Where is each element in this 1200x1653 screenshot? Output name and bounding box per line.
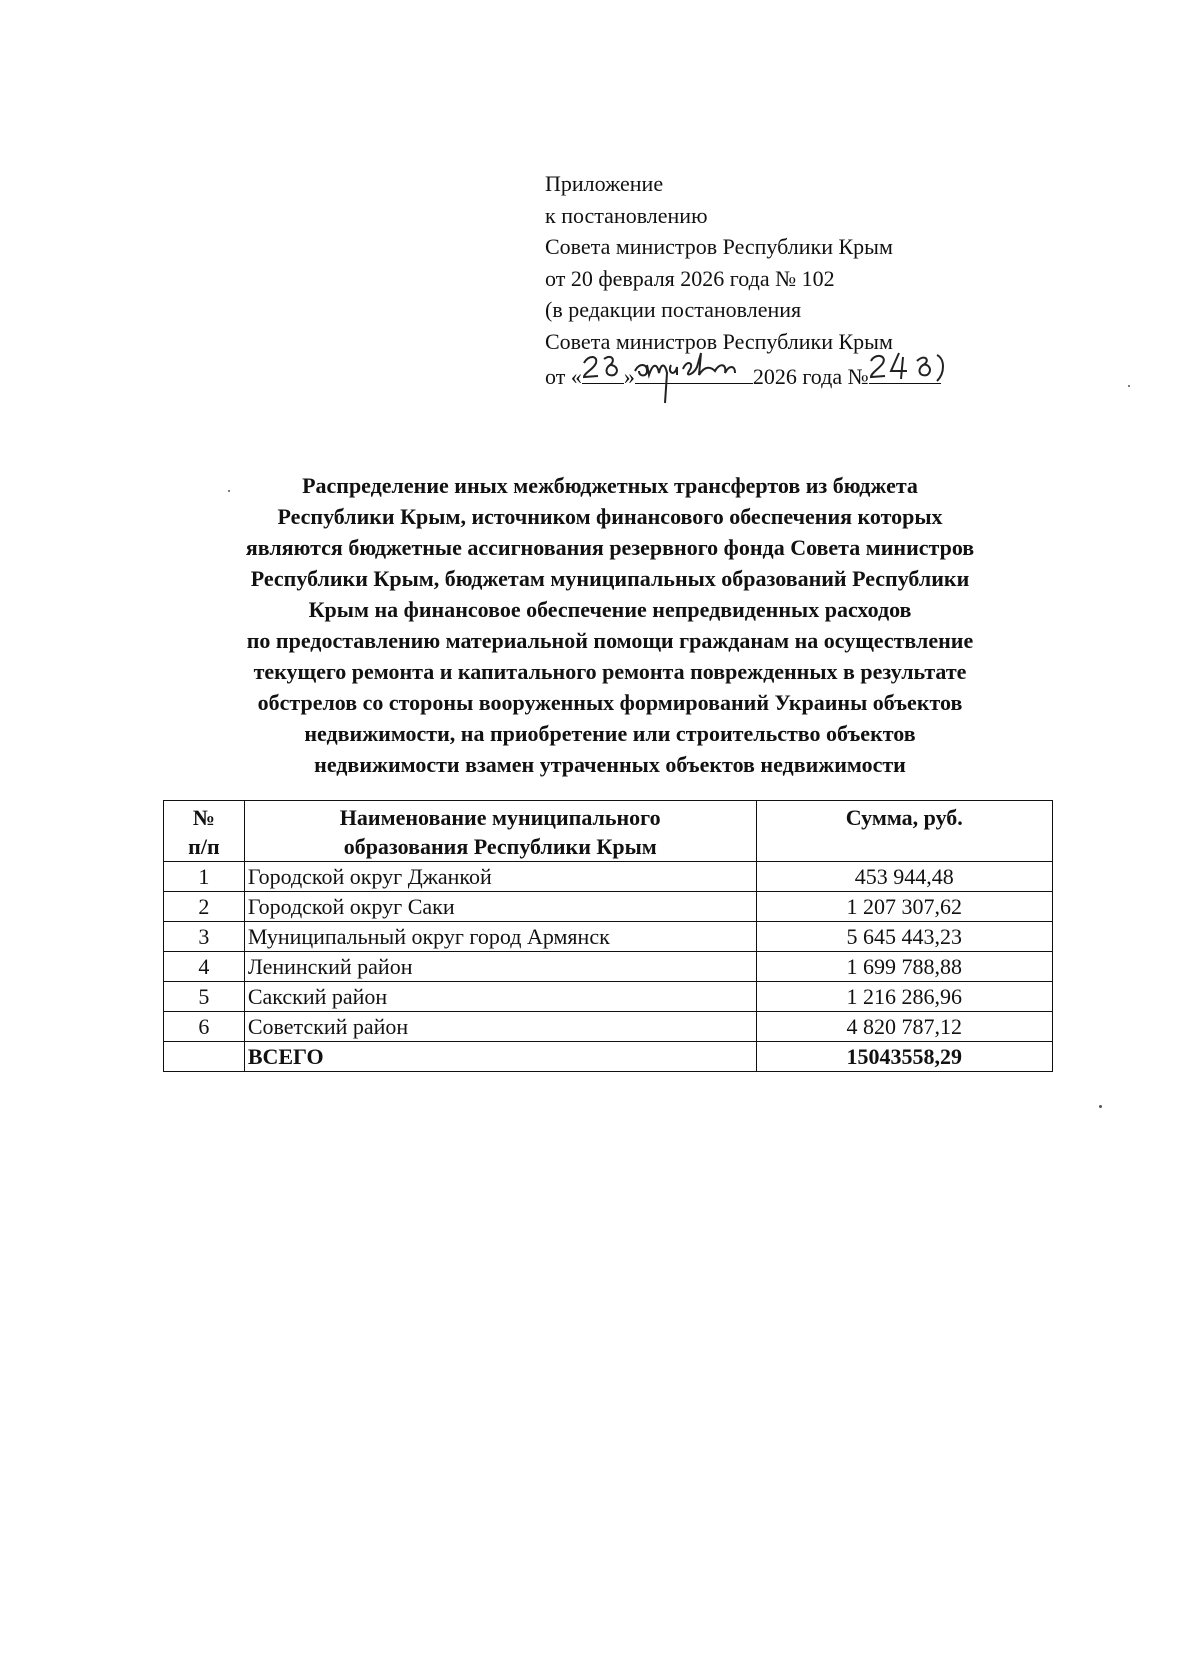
title-line: недвижимости взамен утраченных объектов недвижимости — [314, 752, 906, 777]
row-name: Муниципальный округ город Армянск — [244, 922, 756, 952]
header-sum: Сумма, руб. — [756, 801, 1052, 862]
row-sum: 1 216 286,96 — [756, 982, 1052, 1012]
quote-close: » — [623, 364, 635, 389]
row-num: 1 — [164, 862, 245, 892]
row-sum: 4 820 787,12 — [756, 1012, 1052, 1042]
row-sum: 1 207 307,62 — [756, 892, 1052, 922]
attachment-line: Совета министров Республики Крым — [545, 234, 893, 259]
attachment-line: (в редакции постановления — [545, 297, 802, 322]
handwritten-day-glyph — [578, 349, 628, 389]
year-text: 2026 года № — [752, 364, 869, 389]
header-num-line1: № — [192, 805, 215, 830]
title-line: текущего ремонта и капитального ремонта поврежденных в результате — [253, 659, 967, 684]
total-label: ВСЕГО — [244, 1042, 756, 1072]
attachment-block — [545, 168, 941, 393]
date-prefix: от « — [545, 364, 582, 389]
row-num: 6 — [164, 1012, 245, 1042]
attachment-line: к постановлению — [545, 202, 708, 228]
amendment-date-line — [545, 357, 941, 393]
title-line: являются бюджетные ассигнования резервного фонда Совета министров — [245, 535, 975, 560]
table-row — [164, 892, 1053, 922]
header-name-line1: Наименование муниципального — [339, 805, 661, 830]
table-row — [164, 1012, 1053, 1042]
title-line: обстрелов со стороны вооруженных формирований Украины объектов — [257, 690, 963, 715]
table-header-row — [164, 801, 1053, 862]
row-sum: 453 944,48 — [756, 862, 1052, 892]
header-num-line2: п/п — [188, 834, 220, 859]
table-total-row — [164, 1042, 1053, 1072]
title-line: недвижимости, на приобретение или строительство объектов — [304, 721, 916, 746]
header-name-line2: образования Республики Крым — [343, 834, 657, 859]
attachment-line: Совета министров Республики Крым — [545, 328, 893, 354]
attachment-line: Приложение — [545, 171, 664, 196]
title-line: по предоставлению материальной помощи гражданам на осуществление — [246, 628, 974, 653]
document-title — [150, 470, 1070, 780]
total-num-empty — [164, 1042, 245, 1072]
row-name: Советский район — [244, 1012, 756, 1042]
handwritten-number-glyph — [865, 349, 955, 389]
table-row — [164, 952, 1053, 982]
row-name: Городской округ Джанкой — [244, 862, 756, 892]
attachment-line: от 20 февраля 2026 года № 102 — [545, 265, 835, 291]
title-line: Республики Крым, бюджетам муниципальных образований Республики — [250, 566, 970, 591]
row-sum: 5 645 443,23 — [756, 922, 1052, 952]
title-line: Крым на финансовое обеспечение непредвиденных расходов — [308, 597, 912, 622]
header-name — [244, 801, 756, 862]
title-line: Республики Крым, источником финансового обеспечения которых — [277, 504, 943, 529]
row-sum: 1 699 788,88 — [756, 952, 1052, 982]
total-sum: 15043558,29 — [756, 1042, 1052, 1072]
row-name: Ленинский район — [244, 952, 756, 982]
row-name: Городской округ Саки — [244, 892, 756, 922]
row-num: 2 — [164, 892, 245, 922]
row-num: 4 — [164, 952, 245, 982]
row-num: 5 — [164, 982, 245, 1012]
table-row — [164, 862, 1053, 892]
row-name: Сакский район — [244, 982, 756, 1012]
header-num — [164, 801, 245, 862]
scan-speck — [228, 490, 230, 492]
scan-speck — [1099, 1105, 1102, 1108]
table-row — [164, 982, 1053, 1012]
scan-speck — [1128, 385, 1130, 387]
handwritten-day — [582, 357, 624, 384]
handwritten-month-glyph — [631, 349, 761, 409]
handwritten-number — [869, 357, 941, 384]
row-num: 3 — [164, 922, 245, 952]
handwritten-month — [635, 357, 753, 384]
table-row — [164, 922, 1053, 952]
distribution-table — [163, 800, 1053, 1072]
title-line: Распределение иных межбюджетных трансфертов из бюджета — [302, 473, 918, 498]
